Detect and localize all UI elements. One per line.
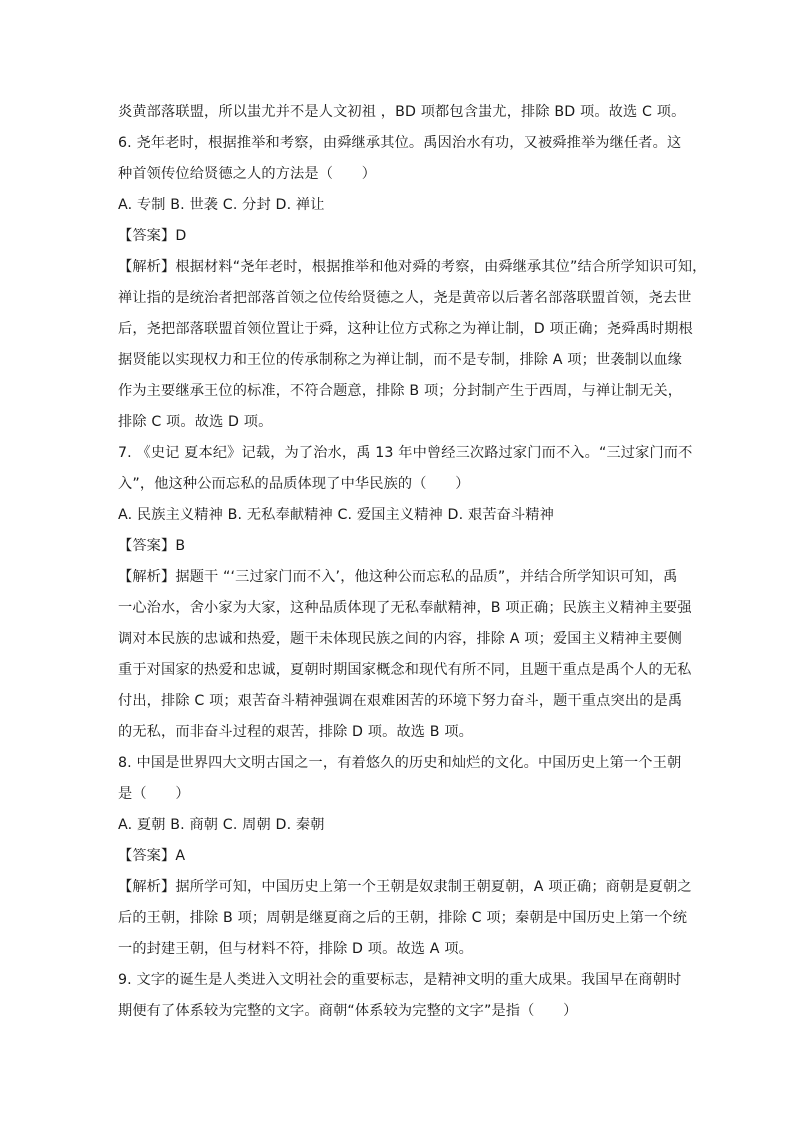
- question-7-analysis: 的无私，而非奋斗过程的艰苦，排除 D 项。故选 B 项。: [118, 724, 474, 740]
- question-6-analysis: 作为主要继承王位的标准，不符合题意，排除 B 项；分封制产生于西周，与禅让制无关，: [118, 383, 683, 399]
- question-6-analysis: 据贤能以实现权力和王位的传承制称之为禅让制，而不是专制，排除 A 项；世袭制以血缘: [118, 352, 683, 368]
- question-7-stem: 7. 《史记 夏本纪》记载，为了治水，禹 13 年中曾经三次路过家门而不入。“三过家门而不: [118, 445, 693, 461]
- question-8-answer: 【答案】A: [118, 848, 186, 864]
- question-6-options: A. 专制 B. 世袭 C. 分封 D. 禅让: [118, 197, 325, 213]
- question-8-stem: 8. 中国是世界四大文明古国之一，有着悠久的历史和灿烂的文化。中国历史上第一个王朝: [118, 755, 682, 771]
- question-7-analysis: 【解析】据题干 “‘三过家门而不入’，他这种公而忘私的品质”，并结合所学知识可知，禹: [118, 569, 678, 585]
- question-9-stem: 期便有了体系较为完整的文字。商朝“体系较为完整的文字”是指（ ）: [118, 1003, 578, 1019]
- question-8-analysis: 一的封建王朝，但与材料不符，排除 D 项。故选 A 项。: [118, 941, 473, 957]
- question-7-analysis: 一心治水，舍小家为大家，这种品质体现了无私奉献精神，B 项正确；民族主义精神主要强: [118, 600, 692, 616]
- question-8-analysis: 后的王朝，排除 B 项；周朝是继夏商之后的王朝，排除 C 项；秦朝是中国历史上第一个统: [118, 910, 688, 926]
- question-6-analysis: 禅让指的是统治者把部落首领之位传给贤德之人，尧是黄帝以后著名部落联盟首领，尧去世: [118, 290, 692, 306]
- question-6-stem: 6. 尧年老时，根据推举和考察，由舜继承其位。禹因治水有功，又被舜推举为继任者。这: [118, 135, 682, 151]
- question-7-analysis: 付出，排除 C 项；艰苦奋斗精神强调在艰难困苦的环境下努力奋斗，题干重点突出的是禹: [118, 693, 683, 709]
- question-6-answer: 【答案】D: [118, 228, 187, 244]
- question-8-analysis: 【解析】据所学可知，中国历史上第一个王朝是奴隶制王朝夏朝，A 项正确；商朝是夏朝之: [118, 879, 692, 895]
- question-6-analysis: 后，尧把部落联盟首领位置让于舜，这种让位方式称之为禅让制，D 项正确；尧舜禹时期根: [118, 321, 693, 337]
- question-8-stem: 是（ ）: [118, 786, 190, 802]
- question-7-options: A. 民族主义精神 B. 无私奉献精神 C. 爱国主义精神 D. 艰苦奋斗精神: [118, 507, 554, 523]
- question-6-analysis: 【解析】根据材料“尧年老时，根据推举和他对舜的考察，由舜继承其位”结合所学知识可知，: [118, 259, 707, 275]
- question-6-stem: 种首领传位给贤德之人的方法是（ ）: [118, 166, 377, 182]
- question-7-stem: 入”，他这种公而忘私的品质体现了中华民族的（ ）: [118, 476, 470, 492]
- question-6-analysis: 排除 C 项。故选 D 项。: [118, 414, 273, 430]
- text-line: 炎黄部落联盟，所以蚩尤并不是人文初祖 ，BD 项都包含蚩尤，排除 BD 项。故选 C 项。: [118, 104, 686, 120]
- question-7-analysis: 重于对国家的热爱和忠诚，夏朝时期国家概念和现代有所不同，且题干重点是禹个人的无私: [118, 662, 692, 678]
- question-9-stem: 9. 文字的诞生是人类进入文明社会的重要标志，是精神文明的重大成果。我国早在商朝时: [118, 972, 682, 988]
- question-7-analysis: 调对本民族的忠诚和热爱，题干未体现民族之间的内容，排除 A 项；爱国主义精神主要侧: [118, 631, 683, 647]
- question-8-options: A. 夏朝 B. 商朝 C. 周朝 D. 秦朝: [118, 817, 325, 833]
- question-7-answer: 【答案】B: [118, 538, 186, 554]
